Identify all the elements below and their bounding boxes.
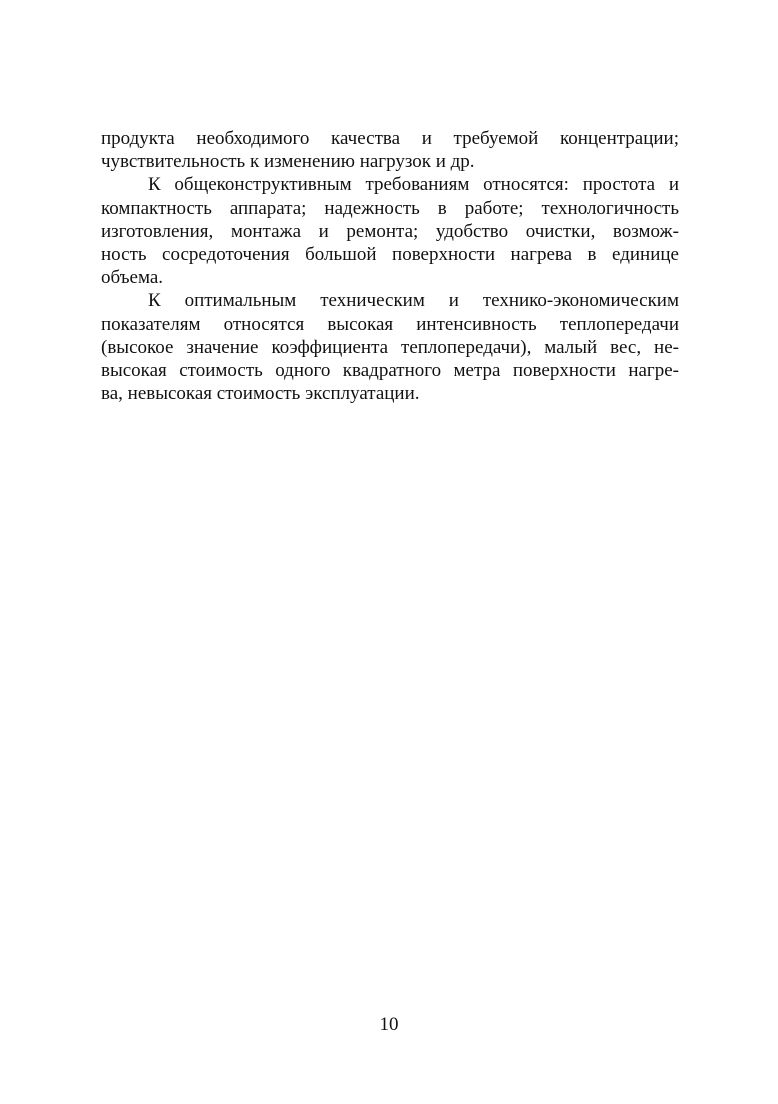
- paragraph-2: [101, 173, 679, 289]
- text-line: показателям относятся высокая интенсивность теплопередачи: [101, 313, 679, 335]
- text-line: компактность аппарата; надежность в работе; технологичность: [101, 197, 679, 219]
- text-line: ва, невысокая стоимость эксплуатации.: [101, 383, 420, 405]
- page-number: 10: [379, 1014, 399, 1035]
- text-line: чувствительность к изменению нагрузок и др.: [101, 151, 475, 173]
- text-line: К общеконструктивным требованиям относятся: простота и: [148, 174, 679, 196]
- paragraph-1: [101, 127, 679, 173]
- text-line: (высокое значение коэффициента теплопередачи), малый вес, не-: [101, 336, 679, 358]
- text-line: продукта необходимого качества и требуемой концентрации;: [101, 128, 679, 149]
- paragraph-3: [101, 289, 679, 405]
- text-line: ность сосредоточения большой поверхности нагрева в единице: [101, 243, 679, 265]
- text-line: изготовления, монтажа и ремонта; удобство очистки, возмож-: [101, 220, 679, 242]
- text-line: объема.: [101, 267, 164, 289]
- text-line: К оптимальным техническим и технико-экономическим: [148, 290, 679, 312]
- body-text: [101, 127, 679, 405]
- text-line: высокая стоимость одного квадратного метра поверхности нагре-: [101, 359, 679, 381]
